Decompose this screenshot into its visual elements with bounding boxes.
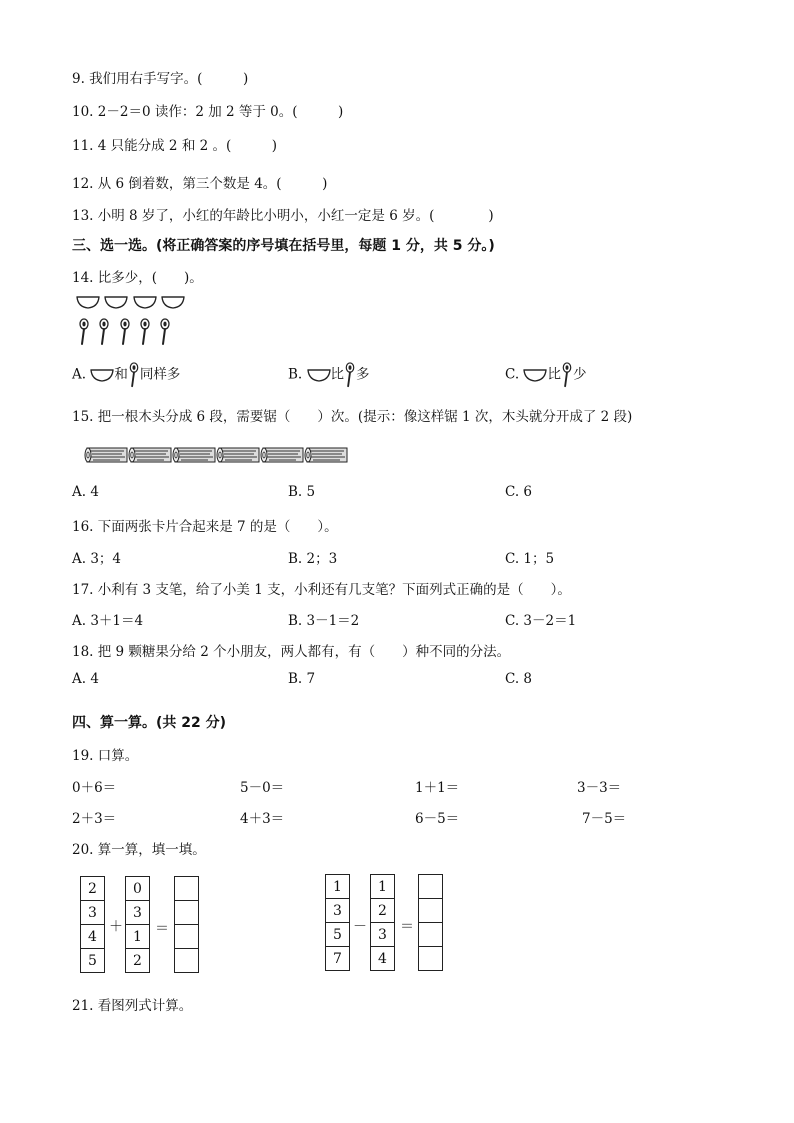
question-19-stem: 19. 口算。 <box>72 748 139 764</box>
number-cell: 3 <box>326 899 349 923</box>
oral-calc-item: 0＋6＝ <box>72 780 117 796</box>
section-3-heading: 三、选一选。(将正确答案的序号填在括号里，每题 1 分，共 5 分。) <box>72 238 495 254</box>
option-label: A. <box>72 366 87 383</box>
bowl-icon <box>133 295 157 309</box>
question-13: 13. 小明 8 岁了，小红的年龄比小明小，小红一定是 6 岁。( ) <box>72 208 494 224</box>
answer-cell[interactable] <box>175 901 198 925</box>
oral-calc-item: 4＋3＝ <box>240 811 285 827</box>
plus-sign: ＋ <box>109 919 123 935</box>
bowls-row <box>76 295 185 313</box>
number-column-left-b <box>125 876 150 973</box>
question-15-stem: 15. 把一根木头分成 6 段，需要锯（ ）次。(提示：像这样锯 1 次，木头就分开成了 2 段) <box>72 409 633 425</box>
option-18-b[interactable]: B. 7 <box>288 671 316 687</box>
option-text: 和 <box>114 366 128 383</box>
log-icon <box>84 446 128 464</box>
question-20-stem: 20. 算一算，填一填。 <box>72 842 206 858</box>
number-cell: 2 <box>133 952 142 969</box>
oral-calc-item: 2＋3＝ <box>72 811 117 827</box>
log-icon <box>172 446 216 464</box>
spoon-icon <box>159 318 171 346</box>
option-text: 比 <box>330 366 345 383</box>
option-17-c[interactable]: C. 3－2＝1 <box>505 613 577 629</box>
oral-calc-item: 5－0＝ <box>240 780 285 796</box>
number-cell: 1 <box>326 875 349 899</box>
bowl-icon <box>523 368 547 382</box>
number-cell: 3 <box>371 923 394 947</box>
question-21-stem: 21. 看图列式计算。 <box>72 998 193 1014</box>
bowl-icon <box>104 295 128 309</box>
number-cell: 4 <box>81 925 104 949</box>
number-cell: 5 <box>326 923 349 947</box>
bowl-icon <box>161 295 185 309</box>
number-cell: 1 <box>126 925 149 949</box>
spoon-icon <box>98 318 110 346</box>
option-15-c[interactable]: C. 6 <box>505 484 533 500</box>
number-column-left-a <box>80 876 105 973</box>
option-text: 少 <box>572 366 587 383</box>
option-text: 多 <box>356 366 370 383</box>
option-14-c[interactable] <box>505 362 586 388</box>
equals-sign: ＝ <box>400 919 414 935</box>
log-icon <box>128 446 172 464</box>
option-label: B. <box>288 366 303 383</box>
answer-cell[interactable] <box>419 875 442 899</box>
answer-cell[interactable] <box>175 949 198 972</box>
option-18-a[interactable]: A. 4 <box>72 671 99 687</box>
spoon-icon <box>128 362 140 388</box>
option-18-c[interactable]: C. 8 <box>505 671 533 687</box>
option-15-a[interactable]: A. 4 <box>72 484 99 500</box>
question-18-stem: 18. 把 9 颗糖果分给 2 个小朋友，两人都有，有（ ）种不同的分法。 <box>72 644 511 660</box>
answer-cell[interactable] <box>419 899 442 923</box>
answer-column-right[interactable] <box>418 874 443 971</box>
spoon-icon <box>139 318 151 346</box>
option-14-b[interactable] <box>288 362 370 388</box>
number-cell: 3 <box>126 901 149 925</box>
option-17-b[interactable]: B. 3－1＝2 <box>288 613 360 629</box>
number-column-right-a <box>325 874 350 971</box>
log-icon <box>260 446 304 464</box>
log-icon <box>304 446 348 464</box>
option-16-b[interactable]: B. 2；3 <box>288 551 338 567</box>
number-cell: 0 <box>126 877 149 901</box>
spoon-icon <box>119 318 131 346</box>
number-cell: 3 <box>81 901 104 925</box>
answer-cell[interactable] <box>175 877 198 901</box>
equals-sign: ＝ <box>155 921 169 937</box>
option-17-a[interactable]: A. 3＋1＝4 <box>72 613 144 629</box>
bowl-icon <box>76 295 100 309</box>
question-16-stem: 16. 下面两张卡片合起来是 7 的是（ ）。 <box>72 519 338 535</box>
option-15-b[interactable]: B. 5 <box>288 484 316 500</box>
question-11: 11. 4 只能分成 2 和 2 。( ) <box>72 138 278 154</box>
option-16-c[interactable]: C. 1；5 <box>505 551 555 567</box>
answer-cell[interactable] <box>175 925 198 949</box>
question-14-stem: 14. 比多少，( )。 <box>72 270 203 286</box>
number-cell: 2 <box>81 877 104 901</box>
number-cell: 2 <box>371 899 394 923</box>
question-9: 9. 我们用右手写字。( ) <box>72 71 249 87</box>
oral-calc-item: 6－5＝ <box>415 811 460 827</box>
question-10: 10. 2－2＝0 读作：2 加 2 等于 0。( ) <box>72 104 344 120</box>
question-12: 12. 从 6 倒着数，第三个数是 4。( ) <box>72 176 328 192</box>
number-column-right-b <box>370 874 395 971</box>
question-17-stem: 17. 小利有 3 支笔，给了小美 1 支，小利还有几支笔？下面列式正确的是（ ）。 <box>72 582 571 598</box>
oral-calc-item: 1＋1＝ <box>415 780 460 796</box>
log-icon <box>216 446 260 464</box>
answer-cell[interactable] <box>419 923 442 947</box>
answer-column-left[interactable] <box>174 876 199 973</box>
option-text: 同样多 <box>139 366 181 383</box>
oral-calc-item: 3－3＝ <box>577 780 622 796</box>
option-text: 比 <box>547 366 561 383</box>
spoon-icon <box>344 362 356 388</box>
option-14-a[interactable] <box>72 362 180 388</box>
bowl-icon <box>307 368 331 382</box>
logs-row <box>84 446 348 468</box>
number-cell: 5 <box>88 952 97 969</box>
spoon-icon <box>561 362 573 388</box>
oral-calc-item: 7－5＝ <box>582 811 627 827</box>
option-16-a[interactable]: A. 3；4 <box>72 551 122 567</box>
spoon-icon <box>78 318 90 346</box>
bowl-icon <box>90 368 114 382</box>
minus-sign: － <box>353 919 367 935</box>
number-cell: 1 <box>371 875 394 899</box>
option-label: C. <box>505 366 520 383</box>
number-cell: 7 <box>333 950 342 967</box>
answer-cell[interactable] <box>419 947 442 970</box>
spoons-row <box>78 318 171 350</box>
section-4-heading: 四、算一算。(共 22 分) <box>72 715 227 731</box>
number-cell: 4 <box>378 950 387 967</box>
